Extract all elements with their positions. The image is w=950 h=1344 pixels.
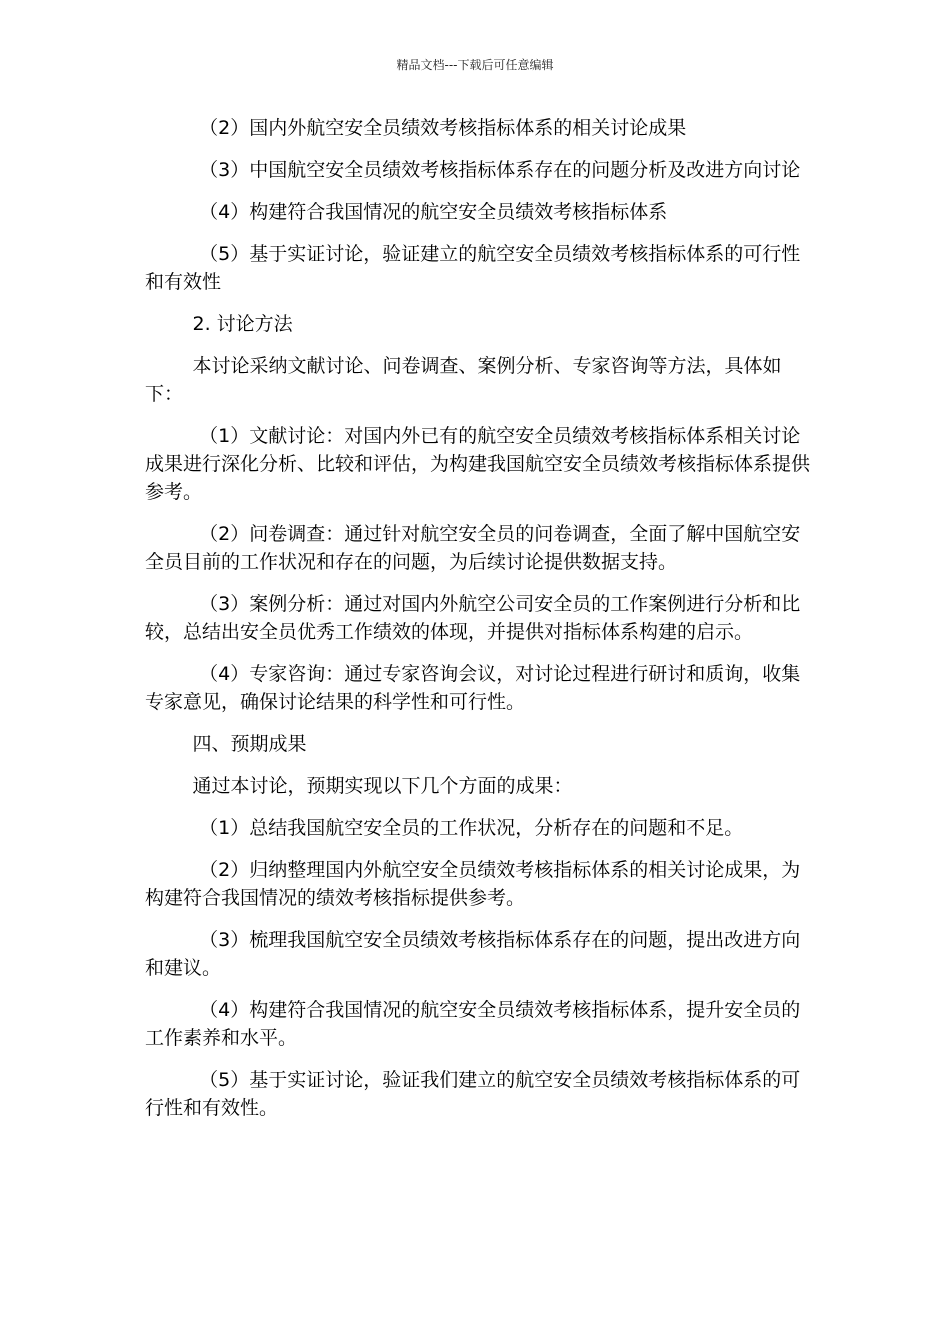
document-body [145,114,813,1136]
paragraph: （3）案例分析：通过对国内外航空公司安全员的工作案例进行分析和比较，总结出安全员优秀工作绩效的体现，并提供对指标体系构建的启示。 [145,593,801,643]
paragraph: （5）基于实证讨论，验证我们建立的航空安全员绩效考核指标体系的可行性和有效性。 [145,1069,801,1119]
section-heading: 四、预期成果 [192,733,307,755]
paragraph: （4）构建符合我国情况的航空安全员绩效考核指标体系 [199,201,668,223]
paragraph: 本讨论采纳文献讨论、问卷调查、案例分析、专家咨询等方法，具体如下： [145,355,782,405]
paragraph: （1）总结我国航空安全员的工作状况，分析存在的问题和不足。 [199,817,744,839]
paragraph: （4）构建符合我国情况的航空安全员绩效考核指标体系，提升安全员的工作素养和水平。 [145,999,801,1049]
page-header: 精品文档---下载后可任意编辑 [396,58,554,72]
paragraph: （5）基于实证讨论，验证建立的航空安全员绩效考核指标体系的可行性和有效性 [145,243,801,293]
paragraph: （2）归纳整理国内外航空安全员绩效考核指标体系的相关讨论成果，为构建符合我国情况的绩效考核指标提供参考。 [145,859,801,909]
paragraph: （2）问卷调查：通过针对航空安全员的问卷调查，全面了解中国航空安全员目前的工作状况和存在的问题，为后续讨论提供数据支持。 [145,523,801,573]
section-heading: 2. 讨论方法 [192,313,293,335]
paragraph: （2）国内外航空安全员绩效考核指标体系的相关讨论成果 [199,117,687,139]
paragraph: （3）梳理我国航空安全员绩效考核指标体系存在的问题，提出改进方向和建议。 [145,929,801,979]
paragraph: （4）专家咨询：通过专家咨询会议，对讨论过程进行研讨和质询，收集专家意见，确保讨论结果的科学性和可行性。 [145,663,801,713]
paragraph: 通过本讨论，预期实现以下几个方面的成果： [192,775,573,797]
paragraph: （1）文献讨论：对国内外已有的航空安全员绩效考核指标体系相关讨论成果进行深化分析、比较和评估，为构建我国航空安全员绩效考核指标体系提供参考。 [145,425,811,503]
paragraph: （3）中国航空安全员绩效考核指标体系存在的问题分析及改进方向讨论 [199,159,801,181]
